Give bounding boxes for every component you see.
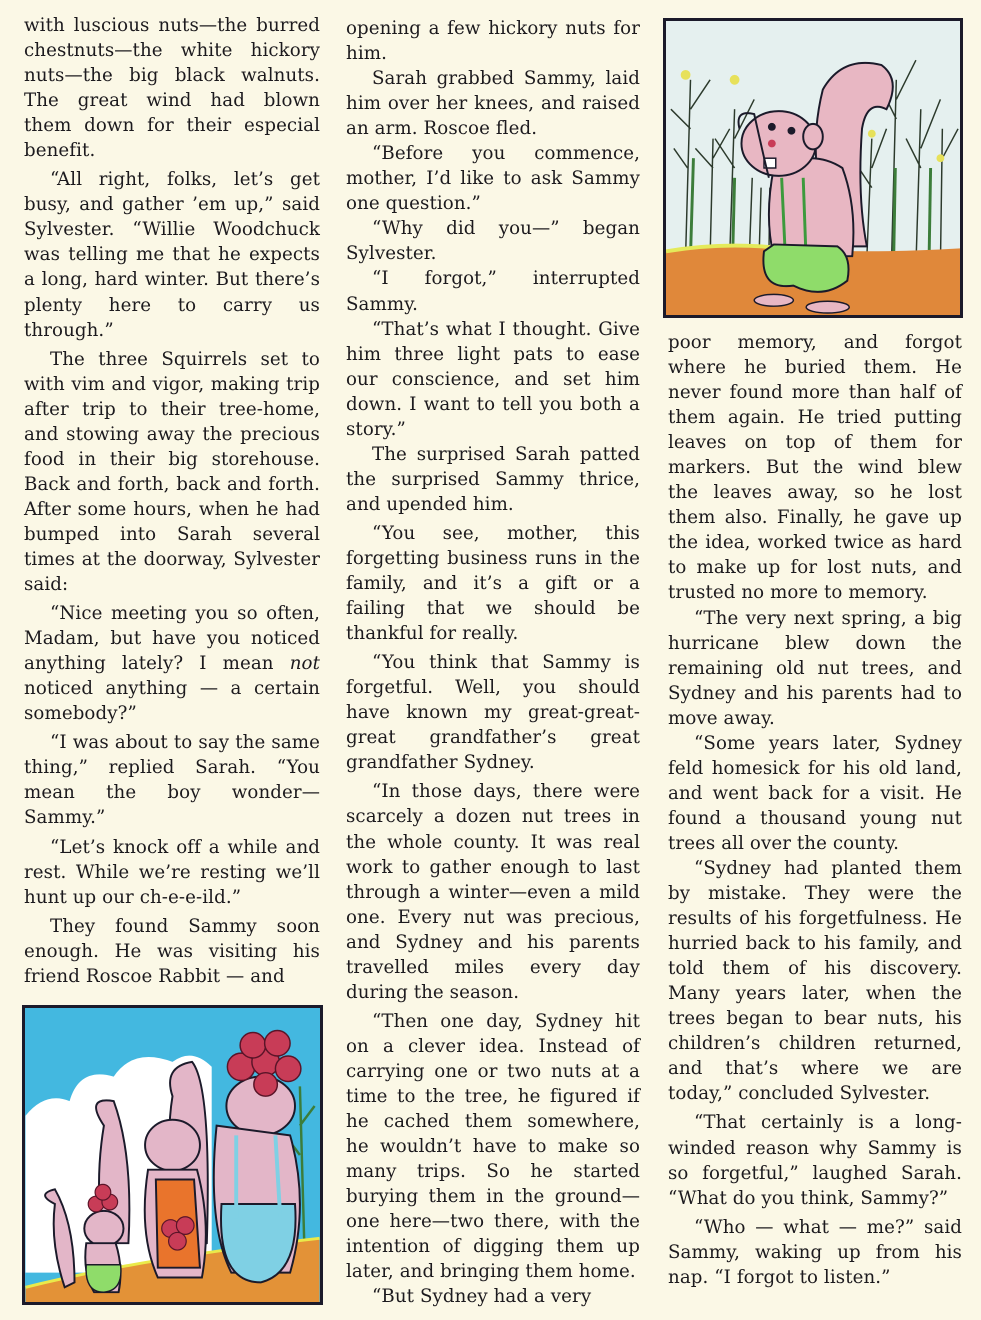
paragraph: “Then one day, Sydney hit on a clever idea. Instead of carrying one or two nuts at a time to the tree, he figured if he cached them somewhere, he wouldn’t have to make so many trips. So he started burying them in the ground—one here—two there, with the intention of digging them up later, and bringing them home. (346, 1010, 640, 1283)
paragraph (24, 601, 320, 726)
illustration-squirrel-family (22, 1005, 323, 1305)
paragraph: “Let’s knock off a while and rest. While we’re resting we’ll hunt up our ch-e-e-ild.” (24, 836, 320, 908)
paragraph: “Why did you—” began Sylvester. (346, 218, 640, 265)
squirrel-forest-image (666, 21, 960, 315)
paragraph: Sarah grabbed Sammy, laid him over her knees, and raised an arm. Roscoe fled. (346, 68, 640, 140)
paragraph: “I forgot,” interrupted Sammy. (346, 268, 640, 315)
paragraph: “In those days, there were scarcely a dozen nut trees in the whole county. It was real work to gather enough to last through a winter—even a mild one. Every nut was precious, and Sydney and his parents travelled miles every day during the season. (346, 781, 640, 1003)
text-column-1 (24, 13, 320, 989)
paragraph: “Sydney had planted them by mistake. They were the results of his forgetfulness. He hurried back to his family, and told them of his discovery. Many years later, when the trees began to bear nuts, his children’s children returned, and that’s where we are today,” concluded Sylvester. (668, 857, 962, 1105)
text-column-3 (668, 330, 962, 1290)
paragraph: “But Sydney had a very (372, 1286, 592, 1308)
paragraph: The surprised Sarah patted the surprised Sammy thrice, and upended him. (346, 443, 640, 515)
paragraph: poor memory, and forgot where he buried them. He never found more than half of them again. He tried putting leaves on top of them for markers. But the wind blew the leaves away, so he lost them also. Finally, he gave up the idea, worked twice as hard to make up for lost nuts, and trusted no more to memory. (668, 332, 962, 604)
illustration-squirrel-forest (663, 18, 963, 318)
emphasis-text: not (289, 653, 320, 675)
paragraph: “The very next spring, a big hurricane blew down the remaining old nut trees, and Sydney and his parents had to move away. (668, 607, 962, 729)
text-column-2 (346, 16, 640, 1309)
paragraph: “That’s what I thought. Give him three light pats to ease our conscience, and set him down. I want to tell you both a story.” (346, 318, 640, 440)
paragraph-text: “Nice meeting you so often, Madam, but have you noticed anything lately? I mean (24, 603, 320, 675)
paragraph-text: noticed anything — a certain somebody?” (24, 678, 320, 725)
paragraph: “I was about to say the same thing,” replied Sarah. “You mean the boy wonder—Sammy.” (24, 732, 320, 829)
paragraph: The three Squirrels set to with vim and vigor, making trip after trip to their tree-home, and stowing away the precious food in their big storehouse. Back and forth, back and forth. After some hours, when he had bumped into Sarah several times at the doorway, Sylvester said: (24, 348, 320, 596)
paragraph: opening a few hickory nuts for him. (346, 18, 640, 65)
paragraph: “All right, folks, let’s get busy, and gather ’em up,” said Sylvester. “Willie Woodchuck was telling me that he expects a long, hard winter. But there’s plenty here to carry us through.” (24, 169, 320, 341)
paragraph: “You see, mother, this forgetting business runs in the family, and it’s a gift or a failing that we should be thankful for really. (346, 522, 640, 645)
paragraph: “Some years later, Sydney feld homesick for his old land, and went back for a visit. He found a thousand young nut trees all over the county. (668, 732, 962, 854)
paragraph: “That certainly is a long-winded reason why Sammy is so forgetful,” laughed Sarah. “What do you think, Sammy?” (668, 1112, 962, 1209)
paragraph: “Before you commence, mother, I’d like to ask Sammy one question.” (346, 143, 640, 215)
paragraph: with luscious nuts—the burred chestnuts—the white hickory nuts—the big black walnuts. The great wind had blown them down for their especial benefit. (24, 15, 320, 162)
squirrel-family-image (25, 1008, 320, 1302)
paragraph: They found Sammy soon enough. He was visiting his friend Roscoe Rabbit — and (24, 915, 320, 987)
paragraph: “You think that Sammy is forgetful. Well, you should have known my great-great-great grandfather’s great grandfather Sydney. (346, 652, 640, 774)
paragraph: “Who — what — me?” said Sammy, waking up from his nap. “I forgot to listen.” (668, 1216, 962, 1288)
